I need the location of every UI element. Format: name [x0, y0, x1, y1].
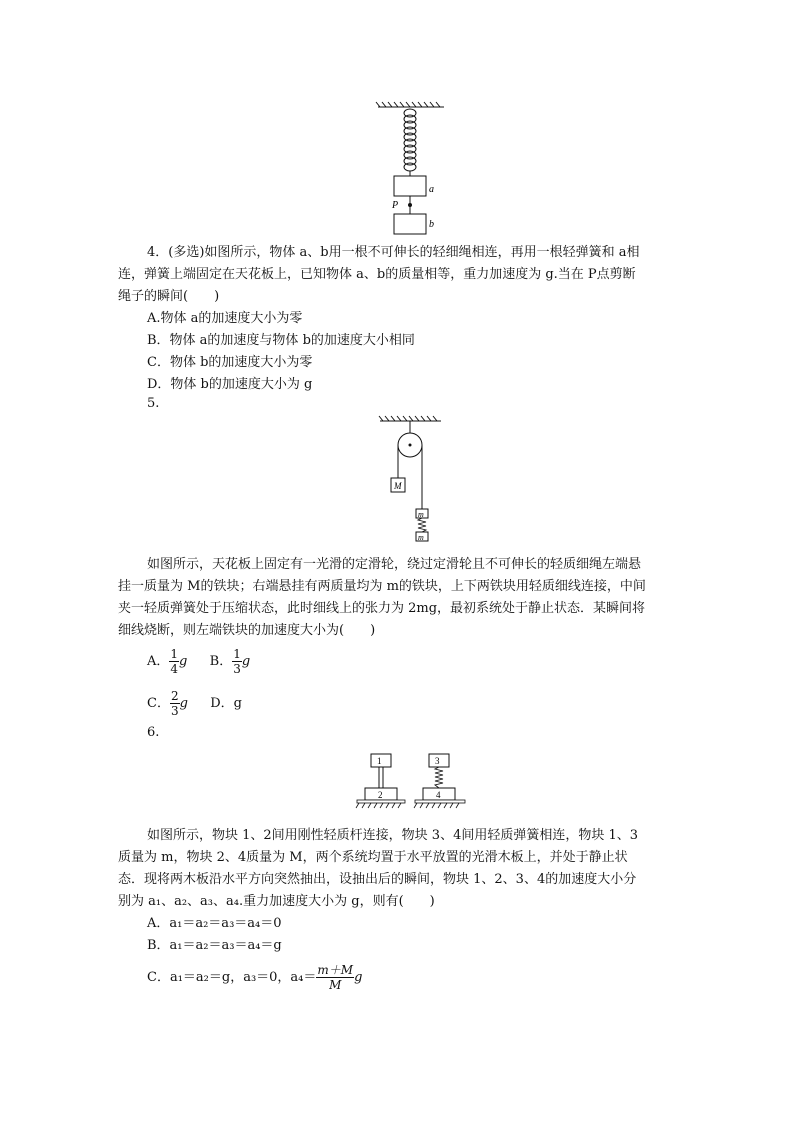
label-b: b — [429, 219, 434, 230]
spring-compressed — [418, 518, 426, 532]
q5-option-a-denominator: 4 — [170, 662, 179, 676]
ceiling — [379, 416, 441, 421]
q5-option-ab — [147, 647, 250, 676]
q5-option-c-fraction — [170, 689, 180, 718]
figure-pulley — [375, 415, 445, 547]
label-m-lower: m — [418, 533, 424, 542]
q5-option-b-numerator: 1 — [233, 647, 241, 661]
q4-option-c: C．物体 b的加速度大小为零 — [147, 355, 313, 370]
q5-option-cd — [147, 689, 242, 718]
q5-option-c-g: g — [179, 696, 188, 711]
q5-option-b-g: g — [241, 654, 251, 669]
point-P — [408, 203, 412, 207]
label-block-3: 3 — [435, 756, 440, 766]
q6-option-c-g: g — [354, 970, 363, 985]
q6-option-b: B．a₁＝a₂＝a₃＝a₄＝g — [147, 938, 282, 953]
label-block-4: 4 — [436, 790, 441, 800]
q5-option-b-denominator: 3 — [233, 662, 241, 676]
q6-number: 6. — [147, 725, 160, 740]
q5-option-d: D．g — [210, 696, 242, 711]
q4-option-d: D．物体 b的加速度大小为 g — [147, 377, 313, 392]
q5-option-b-fraction — [232, 647, 242, 676]
label-block-1: 1 — [377, 756, 382, 766]
q6-option-c — [147, 963, 362, 992]
board-left — [357, 800, 405, 803]
q5-option-a-fraction — [169, 647, 179, 676]
q4-option-b: B．物体 a的加速度与物体 b的加速度大小相同 — [147, 333, 415, 348]
q6-line4: 别为 a₁、a₂、a₃、a₄.重力加速度大小为 g，则有( ) — [118, 894, 435, 909]
q5-option-a-g: g — [179, 654, 188, 669]
q6-option-c-denominator: M — [329, 978, 342, 992]
q5-option-b-label: B． — [209, 654, 233, 669]
label-a: a — [429, 184, 434, 195]
q5-line1: 如图所示，天花板上固定有一光滑的定滑轮，绕过定滑轮且不可伸长的轻质细绳左端悬 — [147, 557, 642, 572]
block-a — [394, 176, 426, 196]
ceiling — [376, 102, 444, 107]
q6-line2: 质量为 m，物块 2、4质量为 M，两个系统均置于水平放置的光滑木板上，并处于静止状 — [118, 850, 628, 865]
label-P: P — [392, 200, 399, 211]
q4-option-a: A.物体 a的加速度大小为零 — [147, 311, 303, 326]
q4-line1: 4．(多选)如图所示，物体 a、b用一根不可伸长的轻细绳相连，再用一根轻弹簧和 a相 — [147, 245, 640, 260]
q5-option-c-denominator: 3 — [170, 704, 179, 718]
board-right-hatch — [414, 803, 459, 808]
label-block-2: 2 — [378, 790, 383, 800]
board-right — [415, 800, 465, 803]
figure-two-systems — [353, 750, 473, 812]
q4-line3: 绳子的瞬间( ) — [118, 289, 220, 304]
q6-line1: 如图所示，物块 1、2间用刚性轻质杆连接，物块 3、4间用轻质弹簧相连，物块 1、3 — [147, 828, 639, 843]
spring-34 — [435, 767, 443, 788]
q5-option-c-numerator: 2 — [170, 689, 179, 703]
q5-number: 5. — [147, 396, 160, 411]
q6-option-c-prefix: C．a₁＝a₂＝g，a₃＝0，a₄＝ — [147, 970, 317, 985]
q5-line4: 细线烧断，则左端铁块的加速度大小为( ) — [118, 623, 376, 638]
q5-line3: 夹一轻质弹簧处于压缩状态，此时细线上的张力为 2mg，最初系统处于静止状态．某瞬间将 — [118, 601, 646, 616]
label-m-upper: m — [418, 510, 424, 519]
board-left-hatch — [356, 803, 401, 808]
label-M: M — [394, 481, 402, 491]
q4-line2: 连，弹簧上端固定在天花板上，已知物体 a、b的质量相等，重力加速度为 g.当在 P点剪断 — [118, 267, 636, 282]
q5-line2: 挂一质量为 M的铁块；右端悬挂有两质量均为 m的铁块，上下两铁块用轻质细线连接，中间 — [118, 579, 646, 594]
q6-option-c-fraction — [316, 963, 354, 992]
q5-option-c-label: C． — [147, 696, 170, 711]
q6-option-a: A．a₁＝a₂＝a₃＝a₄＝0 — [147, 916, 282, 931]
q5-option-a-numerator: 1 — [170, 647, 179, 661]
block-b — [394, 214, 426, 234]
spring — [404, 109, 416, 176]
q6-line3: 态．现将两木板沿水平方向突然抽出，设抽出后的瞬间，物块 1、2、3、4的加速度大小分 — [118, 872, 637, 887]
figure-spring-blocks — [370, 100, 460, 240]
q5-option-a-label: A． — [147, 654, 170, 669]
q6-option-c-numerator: m＋M — [317, 963, 354, 977]
